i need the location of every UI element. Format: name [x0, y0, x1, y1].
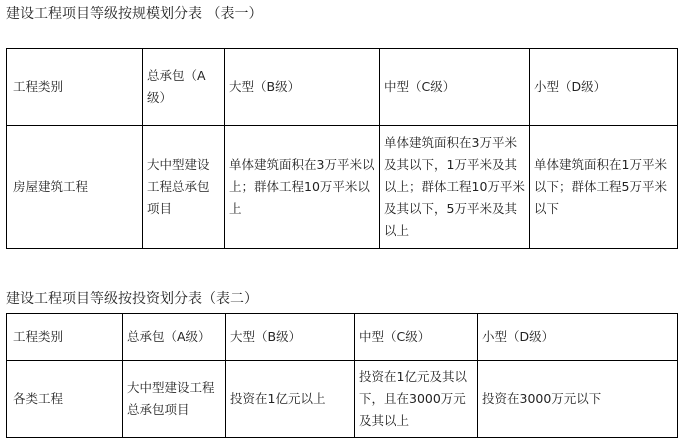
- cell-small: 投资在3000万元以下: [478, 361, 678, 438]
- header-large: 大型（B级）: [226, 314, 355, 361]
- cell-large: 单体建筑面积在3万平米以上；群体工程10万平米以上: [225, 126, 380, 249]
- table-header-row: [7, 49, 678, 126]
- header-general-contract: 总承包（A级）: [143, 49, 225, 126]
- investment-classification-table: [6, 313, 678, 438]
- table2-title: 建设工程项目等级按投资划分表（表二）: [6, 291, 258, 307]
- header-general-contract: 总承包（A级）: [123, 314, 226, 361]
- cell-category: 各类工程: [7, 361, 123, 438]
- header-small: 小型（D级）: [530, 49, 678, 126]
- header-small: 小型（D级）: [478, 314, 678, 361]
- header-medium: 中型（C级）: [355, 314, 478, 361]
- header-large: 大型（B级）: [225, 49, 380, 126]
- table1-title: 建设工程项目等级按规模划分表 （表一）: [6, 6, 263, 22]
- cell-general-contract: 大中型建设工程总承包项目: [143, 126, 225, 249]
- cell-category: 房屋建筑工程: [7, 126, 143, 249]
- header-category: 工程类别: [7, 314, 123, 361]
- scale-classification-table: [6, 48, 678, 249]
- header-category: 工程类别: [7, 49, 143, 126]
- cell-small: 单体建筑面积在1万平米以下；群体工程5万平米以下: [530, 126, 678, 249]
- cell-medium: 单体建筑面积在3万平米及其以下，1万平米及其以上；群体工程10万平米及其以下，5万平米及其以上: [380, 126, 530, 249]
- cell-general-contract: 大中型建设工程总承包项目: [123, 361, 226, 438]
- table-header-row: [7, 314, 678, 361]
- cell-large: 投资在1亿元以上: [226, 361, 355, 438]
- table-row: [7, 126, 678, 249]
- cell-medium: 投资在1亿元及其以下，且在3000万元及其以上: [355, 361, 478, 438]
- table-row: [7, 361, 678, 438]
- header-medium: 中型（C级）: [380, 49, 530, 126]
